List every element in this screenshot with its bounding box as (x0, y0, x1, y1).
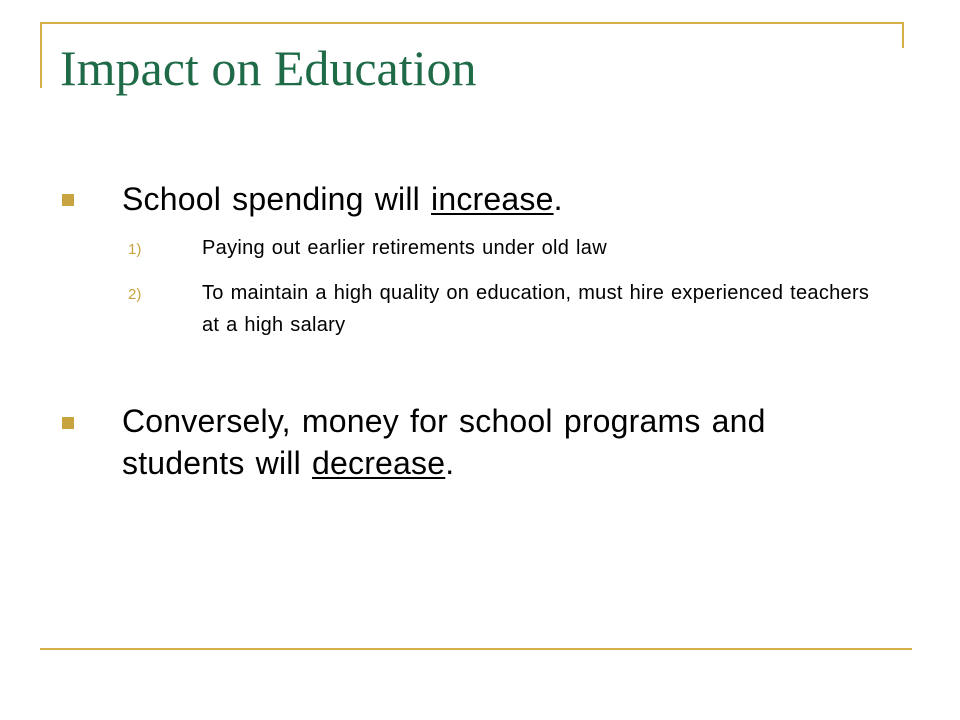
bullet-square-icon (62, 417, 74, 429)
bullet-1-post: . (553, 181, 563, 217)
frame-line-bottom (40, 648, 912, 650)
sub-item-1-text: Paying out earlier retirements under old law (202, 237, 607, 259)
bullet-1-pre: School spending will (122, 181, 432, 217)
frame-line-top (40, 22, 904, 24)
bullet-2-emphasis: decrease (312, 445, 446, 481)
bullet-2-pre: Conversely, money for school programs and students will (122, 403, 766, 481)
frame-line-left (40, 22, 42, 88)
sub-item-2-text: To maintain a high quality on education, must hire experienced teachers at a high salary (202, 282, 870, 336)
sub-item-2-number: 2) (128, 286, 142, 303)
bullet-2-text (122, 400, 862, 484)
bullet-1-emphasis: increase (431, 181, 554, 217)
slide-title: Impact on Education (60, 40, 477, 96)
bullet-1-text (122, 178, 862, 220)
bullet-square-icon (62, 194, 74, 206)
bullet-2-post: . (445, 445, 455, 481)
sub-item-1-number: 1) (128, 241, 142, 258)
frame-line-right (902, 22, 904, 48)
